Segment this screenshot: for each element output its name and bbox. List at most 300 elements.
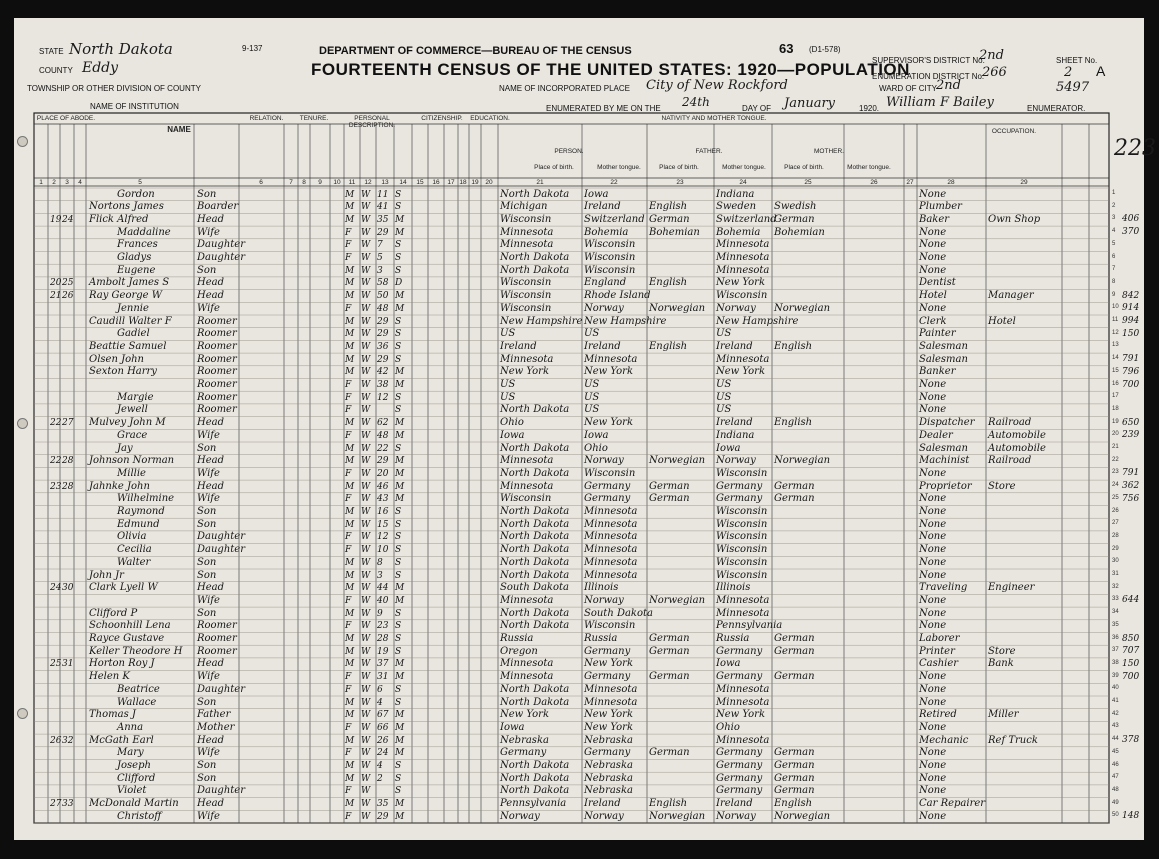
race-cell: W [361,570,371,581]
relation-cell: Son [197,264,217,276]
marital-cell: S [395,189,402,200]
mother-birthplace-cell: Iowa [716,658,741,670]
mother-birthplace-cell: Wisconsin [716,518,768,530]
person-name: Jay [117,442,133,454]
mother-tongue-cell: German [774,760,815,771]
birthplace-cell: Minnesota [500,671,554,683]
race-cell: W [361,672,371,683]
race-cell: W [361,659,371,670]
mother-birthplace-cell: Norway [716,810,756,822]
occupation-cell: Car Repairer [919,798,986,810]
race-cell: W [361,303,371,314]
father-birthplace-cell: US [584,328,600,340]
father-birthplace-cell: Nebraska [584,785,633,797]
father-birthplace-cell: Iowa [584,429,609,441]
citizenship-header: CITIZENSHIP. [421,115,463,122]
age-cell: 29 [377,316,389,327]
relation-cell: Son [197,518,217,530]
relation-cell: Son [197,607,217,619]
column-number: 24 [739,179,747,186]
occupation-cell: None [919,391,947,403]
race-cell: W [361,697,371,708]
mother-birthplace-cell: Bohemia [716,226,761,238]
marital-cell: M [395,659,405,670]
birthplace-cell: North Dakota [500,569,570,581]
occupation-cell: Salesman [919,353,968,365]
father-tongue-cell: German [649,480,690,492]
race-cell: W [361,532,371,543]
sex-cell: F [345,380,352,390]
column-number: 5 [138,179,142,186]
age-cell: 31 [377,672,389,683]
person-name: Beattie Samuel [89,340,167,352]
line-number: 47 [1112,774,1119,781]
mother-birthplace-cell: Switzerland [716,213,777,225]
father-birthplace-cell: Norway [584,810,624,822]
birthplace-cell: Minnesota [500,239,554,251]
mother-birthplace-cell: Germany [716,785,763,797]
birthplace-cell: Iowa [500,429,525,441]
marital-cell: S [395,240,402,251]
column-number: 28 [947,179,955,186]
father-tongue-cell: German [649,747,690,759]
margin-number: 850 [1122,633,1140,644]
father-birthplace-cell: Minnesota [584,696,638,708]
race-cell: W [361,430,371,441]
marital-cell: M [395,494,405,505]
occupation-cell: None [919,772,947,784]
father-tongue-cell: German [649,671,690,683]
occupation-cell: None [919,264,947,276]
race-cell: W [361,380,371,390]
race-cell: W [361,418,371,429]
form-code: (D1-578) [809,45,841,54]
age-cell: 26 [377,735,389,746]
person-name: Horton Roy J [89,658,155,670]
father-tongue-cell: Norwegian [649,810,706,822]
sex-cell: M [345,646,355,657]
birthplace-cell: Wisconsin [500,302,552,314]
dwelling-number: 21 [50,291,62,302]
person-name: Millie [117,467,146,479]
race-cell: W [361,329,371,340]
relation-cell: Son [197,188,217,200]
age-cell: 29 [377,329,389,340]
relation-cell: Head [197,290,225,302]
age-cell: 4 [377,761,383,771]
father-birthplace-cell: Minnesota [584,683,638,695]
relation-cell: Wife [197,226,220,238]
person-name: Grace [117,429,148,441]
father-birthplace-cell: Norway [584,594,624,606]
birthplace-cell: Minnesota [500,658,554,670]
race-cell: W [361,253,371,263]
race-cell: W [361,481,371,492]
marital-cell: M [395,456,405,467]
sex-cell: M [345,265,355,276]
occupation-cell: Salesman [919,442,968,454]
age-cell: 12 [377,392,389,403]
line-number: 17 [1112,393,1119,400]
person-name: Sexton Harry [89,366,157,378]
age-cell: 29 [377,811,389,822]
mother-tongue-cell: Swedish [774,201,817,213]
marital-cell: S [395,786,402,797]
mother-birthplace-cell: Ireland [716,340,753,352]
enum-district-label: ENUMERATION DISTRICT No. [872,72,985,81]
father-birthplace-cell: Ireland [584,201,621,213]
relation-cell: Wife [197,594,220,606]
marital-cell: S [395,519,402,530]
person-name: Mary [117,747,144,759]
occupation-cell: None [919,493,947,505]
age-cell: 29 [377,456,389,467]
mother-birthplace-cell: Minnesota [716,607,770,619]
sex-cell: F [345,722,352,733]
relation-cell: Head [197,417,225,429]
personal-header: PERSONAL DESCRIPTION. [348,115,396,129]
sex-cell: M [345,507,355,517]
dwelling-number: 24 [50,583,62,594]
birthplace-cell: North Dakota [500,252,570,263]
family-number: 24 [62,214,74,225]
age-cell: 42 [377,367,389,378]
line-number: 20 [1112,431,1119,438]
mother-tongue-cell: Norwegian [774,455,831,467]
relation-cell: Daughter [197,785,245,797]
occupation-cell: None [919,404,947,416]
county-value: Eddy [82,60,119,76]
enumeration-day: 24th [682,95,710,109]
occupation-cell: None [919,607,947,619]
person-name: Mulvey John M [89,417,166,429]
father-birthplace-cell: Nebraska [584,760,633,771]
marital-cell: S [395,557,402,568]
day-of-label: DAY OF [742,104,772,113]
father-birthplace-cell: Minnesota [584,544,638,556]
person-name: Eugene [117,264,156,276]
relation-cell: Son [197,760,217,771]
birthplace-cell: Minnesota [500,226,554,238]
father-birthplace-cell: Bohemia [584,226,629,238]
relation-cell: Head [197,455,225,467]
line-number: 11 [1112,317,1119,323]
person-name: Cecilia [117,544,152,556]
race-cell: W [361,189,371,200]
father-tongue-subheader: Mother tongue. [722,164,766,171]
age-cell: 43 [377,494,389,505]
age-cell: 67 [377,710,389,721]
occupation-cell: Baker [919,213,950,225]
line-number: 18 [1112,405,1119,412]
relation-cell: Wife [197,810,220,822]
birthplace-cell: US [500,391,516,403]
column-number: 9 [318,179,322,186]
place-of-abode-header: PLACE OF ABODE. [36,115,96,122]
mother-tongue-cell: German [774,671,815,683]
relation-cell: Roomer [197,315,237,327]
marital-cell: M [395,303,405,314]
enumerator-label: ENUMERATOR. [1027,104,1086,113]
occupation-cell: Traveling [919,582,968,594]
mother-birthplace-cell: Russia [716,633,750,644]
family-number: 26 [62,291,74,302]
birthplace-cell: South Dakota [500,582,569,594]
father-birthplace-cell: US [584,391,600,403]
person-name: Johnson Norman [89,455,175,467]
sex-cell: M [345,367,355,378]
birthplace-cell: North Dakota [500,556,570,568]
person-name: McDonald Martin [89,798,179,810]
relation-cell: Boarder [197,201,239,213]
age-cell: 35 [377,214,389,225]
sex-cell: M [345,570,355,581]
sex-cell: F [345,545,352,556]
industry-cell: Railroad [988,417,1032,429]
marital-cell: S [395,697,402,708]
race-cell: W [361,227,371,238]
race-cell: W [361,710,371,721]
birthplace-cell: Minnesota [500,480,554,492]
age-cell: 37 [377,659,389,670]
age-cell: 23 [377,621,389,632]
marital-cell: S [395,202,402,213]
age-cell: 48 [377,430,389,441]
person-name: Ambolt James S [89,277,170,289]
column-number: 22 [610,179,618,186]
race-cell: W [361,634,371,644]
marital-cell: S [395,354,402,365]
marital-cell: M [395,595,405,606]
sex-cell: F [345,494,352,505]
person-name: Edmund [117,518,160,530]
sex-cell: F [345,621,352,632]
column-number: 23 [676,179,684,186]
occupation-cell: Laborer [919,633,960,644]
sex-cell: F [345,303,352,314]
birthplace-cell: Minnesota [500,353,554,365]
mother-birthplace-cell: Minnesota [716,696,770,708]
sex-cell: M [345,443,355,454]
family-number: 25 [62,278,74,289]
person-name: Maddaline [117,226,171,238]
sex-cell: M [345,557,355,568]
age-cell: 12 [377,532,389,543]
marital-cell: S [395,507,402,517]
department-heading: DEPARTMENT OF COMMERCE—BUREAU OF THE CENSUS [319,45,632,57]
mother-birthplace-cell: Illinois [716,582,751,594]
age-cell: 20 [377,468,389,479]
occupation-header: OCCUPATION. [991,128,1037,135]
age-cell: 24 [377,748,389,759]
name-header: NAME [167,125,191,134]
line-number: 5 [1112,240,1116,247]
marital-cell: M [395,710,405,721]
line-number: 37 [1112,647,1119,654]
line-number: 6 [1112,253,1116,260]
father-birthplace-cell: Illinois [584,582,619,594]
relation-cell: Head [197,798,225,810]
column-number: 12 [364,179,372,186]
marital-cell: S [395,608,402,619]
occupation-cell: None [919,671,947,683]
race-cell: W [361,405,371,416]
margin-number: 650 [1122,417,1140,428]
occupation-cell: Dentist [919,277,956,289]
birthplace-cell: US [500,328,516,340]
binding-hole [17,708,28,719]
enumerated-by-label: ENUMERATED BY ME ON THE [546,104,661,113]
birthplace-cell: North Dakota [500,772,570,784]
marital-cell: S [395,316,402,327]
occupation-cell: Proprietor [919,480,972,492]
father-birthplace-cell: Germany [584,480,631,492]
age-cell: 11 [377,189,389,200]
mother-birthplace-cell: Wisconsin [716,290,768,302]
birthplace-cell: North Dakota [500,607,570,619]
marital-cell: S [395,570,402,581]
mother-birthplace-cell: Germany [716,645,763,657]
industry-cell: Manager [988,290,1034,302]
occupation-cell: Machinist [919,455,970,467]
father-tongue-cell: German [649,645,690,657]
industry-cell: Automobile [988,429,1046,441]
sex-cell: M [345,316,355,327]
sex-cell: M [345,278,355,289]
relation-cell: Head [197,658,225,670]
age-cell: 22 [377,443,389,454]
sex-cell: F [345,392,352,403]
relation-cell: Roomer [197,379,237,390]
sex-cell: M [345,291,355,302]
race-cell: W [361,494,371,505]
industry-cell: Bank [988,658,1014,670]
line-number: 24 [1112,482,1119,489]
father-birthplace-cell: Norway [584,302,624,314]
occupation-cell: Cashier [919,658,959,670]
mother-birthplace-cell: Germany [716,772,763,784]
person-name: Ray George W [89,290,163,302]
marital-cell: S [395,634,402,644]
race-cell: W [361,583,371,594]
page-title: FOURTEENTH CENSUS OF THE UNITED STATES: 1920—POPULATION [311,60,910,79]
mother-birthplace-cell: Minnesota [716,734,770,746]
race-cell: W [361,265,371,276]
column-number: 17 [447,179,455,186]
census-sheet [14,18,1156,840]
age-cell: 15 [377,519,389,530]
occupation-cell: None [919,810,947,822]
person-name: Wilhelmine [117,493,175,505]
birthplace-cell: Iowa [500,721,525,733]
age-cell: 8 [377,557,383,568]
occupation-cell: None [919,252,947,263]
race-cell: W [361,799,371,810]
marital-cell: S [395,545,402,556]
state-label: STATE [39,47,64,56]
marital-cell: M [395,291,405,302]
occupation-cell: None [919,569,947,581]
dwelling-number: 22 [50,418,62,429]
relation-cell: Wife [197,747,220,759]
race-cell: W [361,722,371,733]
birthplace-cell: North Dakota [500,188,570,200]
birthplace-cell: North Dakota [500,506,570,517]
family-number: 28 [62,481,74,492]
occupation-cell: Retired [919,709,957,721]
father-birthplace-cell: Nebraska [584,772,633,784]
father-birthplace-cell: Germany [584,645,631,657]
relation-cell: Mother [197,721,235,733]
line-number: 7 [1112,266,1116,273]
race-cell: W [361,786,371,797]
ward-value: 2nd [936,78,961,93]
line-number: 10 [1112,304,1119,311]
relation-cell: Daughter [197,252,245,263]
age-cell: 16 [377,507,389,517]
line-number: 30 [1112,558,1119,565]
mother-birthplace-cell: Ohio [716,721,740,733]
age-cell: 3 [377,570,383,581]
person-name: Joseph [117,760,151,771]
line-number: 45 [1112,748,1119,755]
line-number: 31 [1112,571,1119,577]
mother-birthplace-cell: Minnesota [716,252,770,263]
birthplace-cell: North Dakota [500,531,570,543]
birthplace-cell: North Dakota [500,696,570,708]
mother-birthplace-cell: New Hampshire [716,315,799,327]
column-number: 7 [289,179,293,186]
birthplace-cell: North Dakota [500,264,570,276]
margin-number: 700 [1122,671,1140,682]
mother-birthplace-cell: Wisconsin [716,467,768,479]
race-cell: W [361,240,371,251]
birthplace-cell: Wisconsin [500,290,552,302]
occupation-cell: None [919,226,947,238]
race-cell: W [361,595,371,606]
sex-cell: F [345,786,352,797]
column-number: 8 [302,179,306,186]
race-cell: W [361,773,371,784]
age-cell: 5 [377,253,383,263]
person-tongue-subheader: Mother tongue. [597,164,641,171]
line-number: 14 [1112,355,1119,362]
father-tongue-cell: German [649,213,690,225]
mother-birthplace-cell: Minnesota [716,239,770,251]
age-cell: 9 [377,608,383,619]
race-cell: W [361,341,371,352]
occupation-cell: None [919,747,947,759]
race-cell: W [361,608,371,619]
marital-cell: M [395,748,405,759]
relation-cell: Son [197,506,217,517]
father-birthplace-cell: Minnesota [584,556,638,568]
margin-number: 150 [1122,658,1140,669]
father-birthplace-cell: Nebraska [584,734,633,746]
occupation-cell: None [919,467,947,479]
birthplace-cell: US [500,379,516,390]
mother-birthplace-cell: US [716,391,732,403]
mother-birthplace-cell: Germany [716,747,763,759]
marital-cell: S [395,341,402,352]
father-birthplace-cell: New York [584,417,633,429]
father-birthplace-cell: Minnesota [584,518,638,530]
line-number: 39 [1112,672,1119,679]
mother-tongue-cell: Norwegian [774,302,831,314]
person-name: Gadiel [117,328,150,340]
mother-birthplace-cell: Minnesota [716,353,770,365]
race-cell: W [361,392,371,403]
